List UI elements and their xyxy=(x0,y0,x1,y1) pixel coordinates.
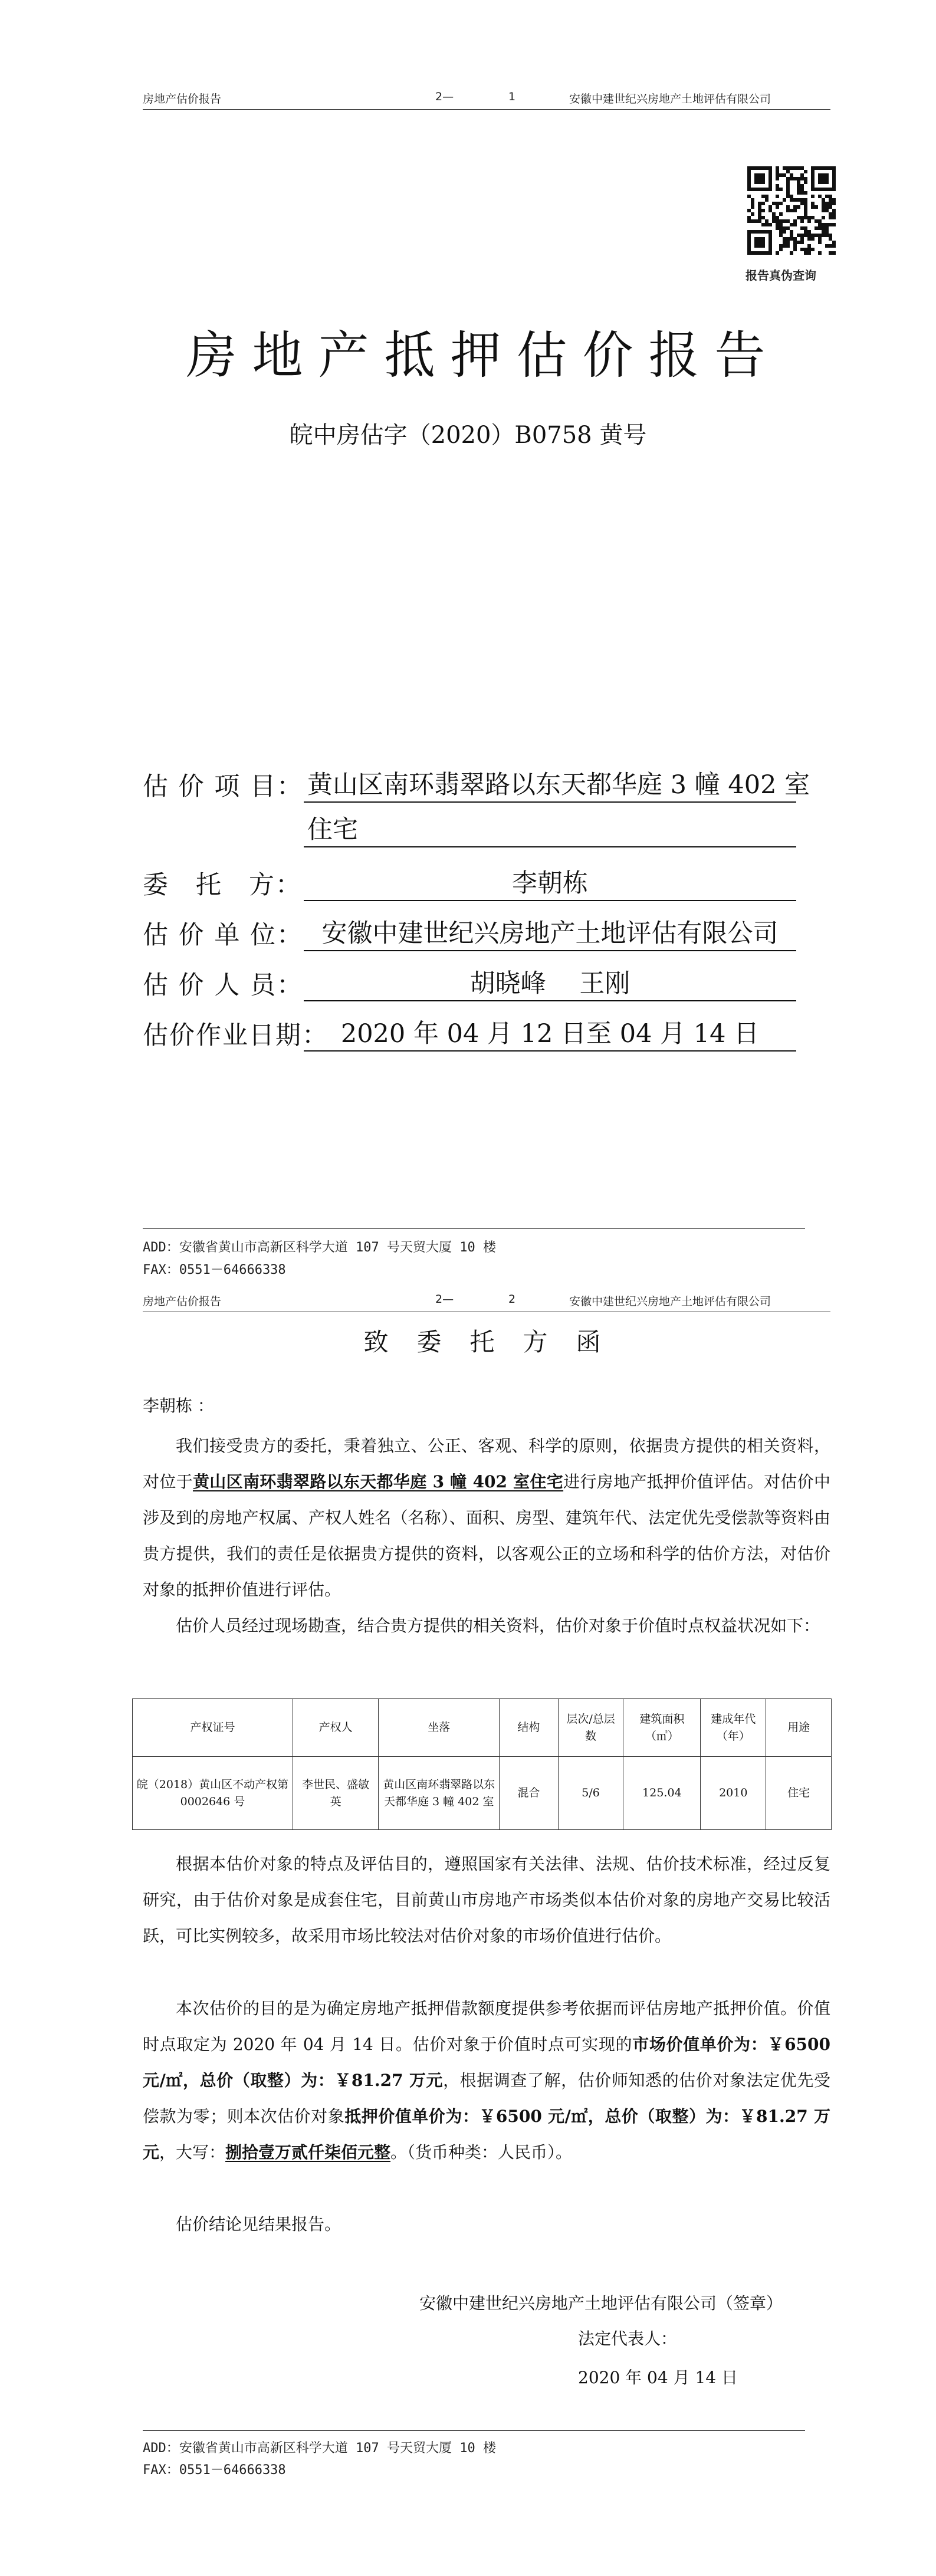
footer-rule xyxy=(143,1228,805,1229)
field-label: 估价作业日期： xyxy=(143,1021,329,1050)
field-value: 李朝栋 xyxy=(304,868,796,901)
field-label: 委 托 方： xyxy=(143,870,302,900)
signature-date: 2020 年 04 月 14 日 xyxy=(578,2368,738,2387)
report-number: 皖中房估字（2020）B0758 黄号 xyxy=(289,422,647,449)
report-title: 房地产抵押估价报告 xyxy=(186,326,781,385)
table-header-cell: 用途 xyxy=(766,1699,832,1757)
header-right: 安徽中建世纪兴房地产土地评估有限公司 xyxy=(569,93,771,106)
salutation: 李朝栋 ： xyxy=(143,1396,214,1415)
field-label: 估 价 项 目： xyxy=(143,772,304,801)
qr-caption: 报告真伪查询 xyxy=(745,268,816,282)
table-cell: 混合 xyxy=(500,1757,559,1830)
signature-legal-rep: 法定代表人： xyxy=(578,2329,678,2348)
field-work-dates xyxy=(143,1016,796,1052)
table-cell: 125.04 xyxy=(623,1757,701,1830)
table-header-cell: 坐落 xyxy=(379,1699,500,1757)
paragraph-text: ，根据调查了解，估价师知悉的估价对象法定优先受偿款为零；则本次估价对象 xyxy=(143,2071,830,2126)
paragraph-5: 估价结论见结果报告。 xyxy=(176,2214,341,2234)
paragraph-text: ，大写： xyxy=(159,2143,226,2162)
paragraph-text: 我们接受贵方的委托，秉着独立、公正、客观、科学的原则，依据贵方提供的相关资料，对位于 xyxy=(143,1436,830,1491)
field-project xyxy=(143,767,810,803)
field-client xyxy=(143,865,796,901)
footer-address: ADD：安徽省黄山市高新区科学大道 107 号天贸大厦 10 楼 xyxy=(143,2441,496,2456)
table-header-cell: 建筑面积（㎡） xyxy=(623,1699,701,1757)
table-cell: 皖（2018）黄山区不动产权第 0002646 号 xyxy=(133,1757,293,1830)
paragraph-text: 。（货币种类：人民币）。 xyxy=(390,2143,573,2162)
table-header-cell: 建成年代（年） xyxy=(701,1699,766,1757)
qr-code-icon[interactable] xyxy=(747,166,836,255)
field-project-line2 xyxy=(304,814,796,847)
table-cell: 2010 xyxy=(701,1757,766,1830)
paragraph-1 xyxy=(143,1428,830,1608)
table-row xyxy=(133,1757,832,1830)
mortgage-value-bold: 抵押价值单价为：￥6500 元/㎡，总价（取整）为：￥81.27 万元 xyxy=(143,2107,830,2162)
field-value: 安徽中建世纪兴房地产土地评估有限公司 xyxy=(304,918,796,951)
header-rule xyxy=(143,109,830,110)
signature-company: 安徽中建世纪兴房地产土地评估有限公司（签章） xyxy=(419,2294,783,2313)
rights-table xyxy=(132,1698,832,1830)
table-cell: 黄山区南环翡翠路以东天都华庭 3 幢 402 室 xyxy=(379,1757,500,1830)
letter-title: 致委托方函 xyxy=(363,1328,629,1356)
table-cell: 5/6 xyxy=(558,1757,623,1830)
market-value-bold: 市场价值单价为：￥6500 元/㎡，总价（取整）为：￥81.27 万元 xyxy=(143,2035,831,2090)
table-header-row xyxy=(133,1699,832,1757)
field-label: 估 价 人 员： xyxy=(143,971,304,1000)
table-header-cell: 产权人 xyxy=(293,1699,378,1757)
footer-fax: FAX：0551－64666338 xyxy=(143,1263,286,1277)
field-value: 胡晓峰 王刚 xyxy=(304,968,796,1001)
header-left: 房地产估价报告 xyxy=(143,93,222,106)
table-header-cell: 结构 xyxy=(500,1699,559,1757)
field-label: 估 价 单 位： xyxy=(143,921,304,950)
table-cell: 住宅 xyxy=(766,1757,832,1830)
table-cell: 李世民、盛敏英 xyxy=(293,1757,378,1830)
header-page-number: 2 xyxy=(508,1293,516,1306)
table-header-cell: 产权证号 xyxy=(133,1699,293,1757)
field-appraisers xyxy=(143,965,796,1001)
paragraph-3: 根据本估价对象的特点及评估目的，遵照国家有关法律、法规、估价技术标准，经过反复研究，由于估价对象是成套住宅，目前黄山市房地产市场类似本估价对象的房地产交易比较活跃，可比实例较多，故采用市场比较法对估价对象的市场价值进行估价。 xyxy=(143,1854,830,1946)
header-page-prefix: 2— xyxy=(435,1293,454,1306)
footer-rule xyxy=(143,2430,805,2431)
header-right: 安徽中建世纪兴房地产土地评估有限公司 xyxy=(569,1295,771,1308)
header-left: 房地产估价报告 xyxy=(143,1295,222,1308)
paragraph-text: 进行房地产抵押价值评估。对估价中涉及到的房地产权属、产权人姓名（名称）、面积、房型、建筑年代、法定优先受偿款等资料由贵方提供，我们的责任是依据贵方提供的资料，以客观公正的立场和科学的估价方法，对估价对象的抵押价值进行评估。 xyxy=(143,1472,830,1599)
paragraph-2: 估价人员经过现场勘查，结合贵方提供的相关资料，估价对象于价值时点权益状况如下： xyxy=(176,1616,820,1635)
footer-address: ADD：安徽省黄山市高新区科学大道 107 号天贸大厦 10 楼 xyxy=(143,1240,496,1255)
header-page-number: 1 xyxy=(508,90,516,103)
paragraph-4 xyxy=(143,1990,830,2170)
paragraph-text: 本次估价的目的是为确定房地产抵押借款额度提供参考依据而评估房地产抵押价值。价值时点取定为 2020 年 04 月 14 日。估价对象于价值时点可实现的 xyxy=(143,1999,830,2054)
footer-fax: FAX：0551－64666338 xyxy=(143,2463,286,2478)
amount-in-words: 捌拾壹万贰仟柒佰元整 xyxy=(225,2143,391,2162)
field-value: 黄山区南环翡翠路以东天都华庭 3 幢 402 室 xyxy=(304,770,796,803)
field-appraiser-org xyxy=(143,915,796,951)
header-page-prefix: 2— xyxy=(435,90,454,103)
field-value: 2020 年 04 月 12 日至 04 月 14 日 xyxy=(304,1018,796,1052)
table-header-cell: 层次/总层数 xyxy=(558,1699,623,1757)
property-address-bold: 黄山区南环翡翠路以东天都华庭 3 幢 402 室住宅 xyxy=(192,1472,564,1491)
field-value: 住宅 xyxy=(304,814,796,847)
